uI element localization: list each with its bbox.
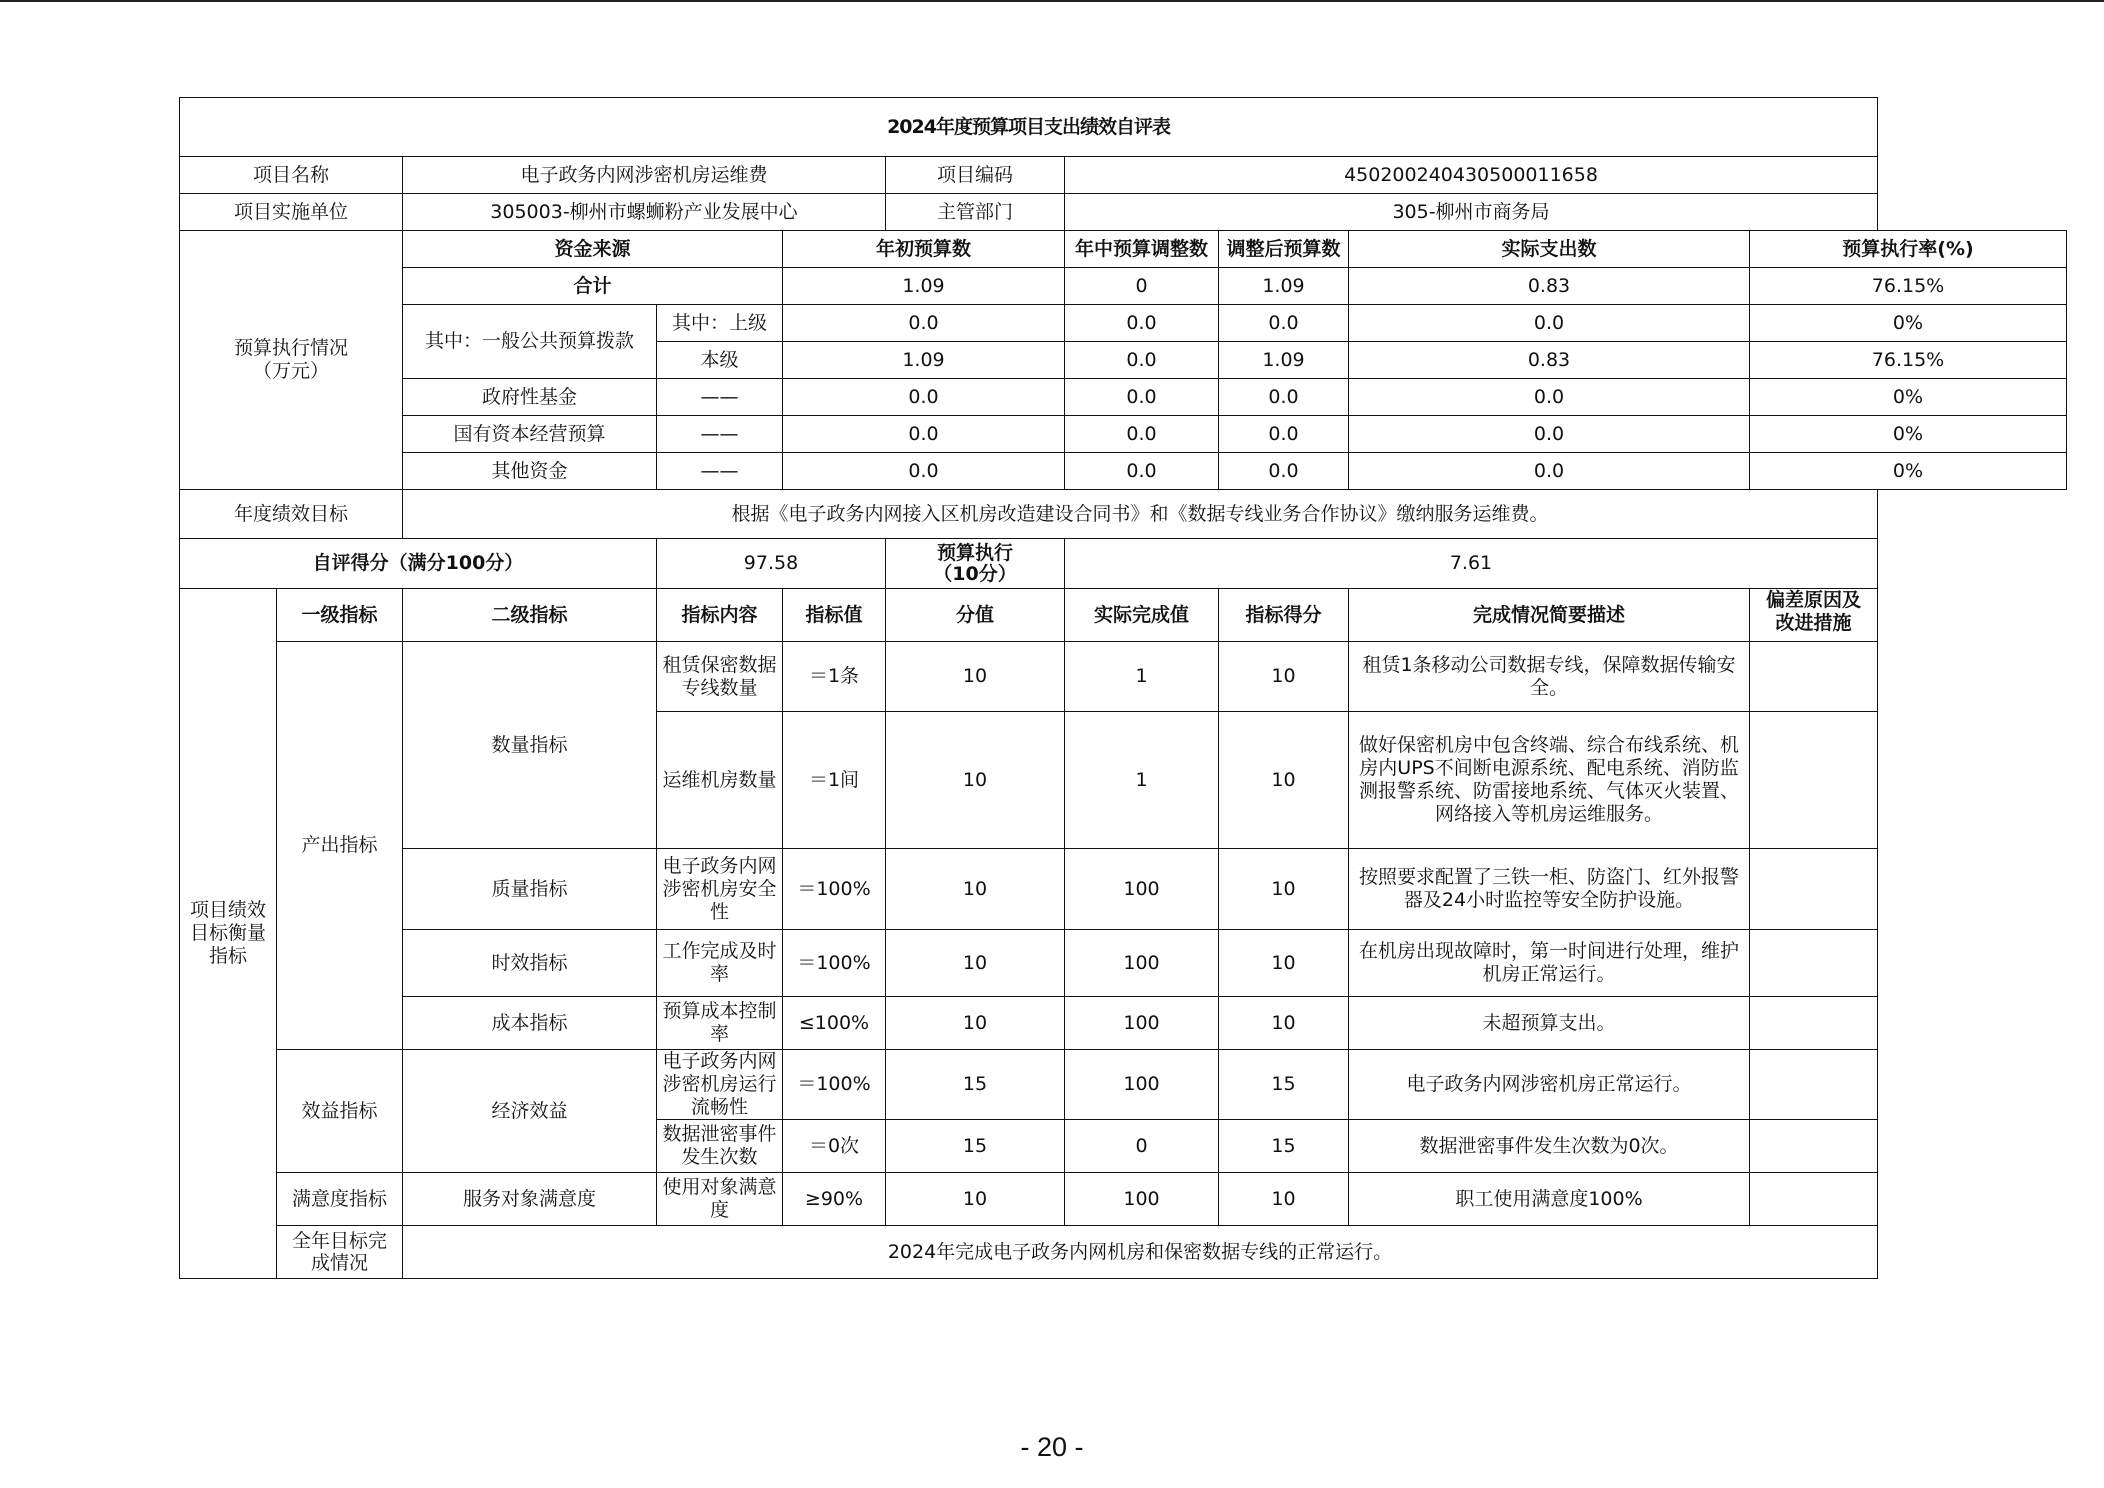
row-actual: 1 bbox=[1065, 712, 1219, 849]
self-score-label: 自评得分（满分100分） bbox=[180, 539, 657, 589]
table-row bbox=[180, 1173, 2067, 1226]
row-actual: 100 bbox=[1065, 1173, 1219, 1226]
row-score: 10 bbox=[886, 849, 1065, 930]
other-fund-adjusted: 0.0 bbox=[1219, 453, 1349, 490]
gov-fund-label: 政府性基金 bbox=[403, 379, 657, 416]
row-actual: 100 bbox=[1065, 930, 1219, 997]
other-fund-initial: 0.0 bbox=[783, 453, 1065, 490]
row-content: 预算成本控制率 bbox=[657, 997, 783, 1050]
row-reason bbox=[1750, 1173, 1878, 1226]
other-fund-label: 其他资金 bbox=[403, 453, 657, 490]
state-capital-adjust: 0.0 bbox=[1065, 416, 1219, 453]
total-initial: 1.09 bbox=[783, 268, 1065, 305]
row-got: 10 bbox=[1219, 1173, 1349, 1226]
budget-section-label: 预算执行情况 （万元） bbox=[180, 231, 403, 490]
state-capital-dash: —— bbox=[657, 416, 783, 453]
other-fund-adjust: 0.0 bbox=[1065, 453, 1219, 490]
table-title: 2024年度预算项目支出绩效自评表 bbox=[180, 98, 1878, 157]
upper-actual: 0.0 bbox=[1349, 305, 1750, 342]
economic-benefit-label: 经济效益 bbox=[403, 1050, 657, 1173]
local-actual: 0.83 bbox=[1349, 342, 1750, 379]
row-actual: 0 bbox=[1065, 1120, 1219, 1173]
row-score: 10 bbox=[886, 930, 1065, 997]
row-content: 电子政务内网涉密机房安全性 bbox=[657, 849, 783, 930]
row-got: 10 bbox=[1219, 849, 1349, 930]
general-budget-label: 其中：一般公共预算拨款 bbox=[403, 305, 657, 379]
gov-fund-rate: 0% bbox=[1750, 379, 2067, 416]
row-reason bbox=[1750, 1050, 1878, 1120]
local-initial: 1.09 bbox=[783, 342, 1065, 379]
upper-level-label: 其中：上级 bbox=[657, 305, 783, 342]
table-row bbox=[180, 930, 2067, 997]
total-adjust: 0 bbox=[1065, 268, 1219, 305]
completion-text: 2024年完成电子政务内网机房和保密数据专线的正常运行。 bbox=[403, 1226, 1878, 1279]
row-content: 工作完成及时率 bbox=[657, 930, 783, 997]
competent-dept-label: 主管部门 bbox=[886, 194, 1065, 231]
row-got: 10 bbox=[1219, 997, 1349, 1050]
quality-indicator-label: 质量指标 bbox=[403, 849, 657, 930]
output-indicator-label: 产出指标 bbox=[277, 642, 403, 1050]
header-score: 分值 bbox=[886, 589, 1065, 642]
header-actual: 实际完成值 bbox=[1065, 589, 1219, 642]
row-description: 在机房出现故障时，第一时间进行处理，维护机房正常运行。 bbox=[1349, 930, 1750, 997]
gov-fund-dash: —— bbox=[657, 379, 783, 416]
header-initial-budget: 年初预算数 bbox=[783, 231, 1065, 268]
indicator-section-label: 项目绩效 目标衡量 指标 bbox=[180, 589, 277, 1279]
header-midyear-adjust: 年中预算调整数 bbox=[1065, 231, 1219, 268]
cost-indicator-label: 成本指标 bbox=[403, 997, 657, 1050]
gov-fund-adjusted: 0.0 bbox=[1219, 379, 1349, 416]
state-capital-adjusted: 0.0 bbox=[1219, 416, 1349, 453]
budget-exec-score-value: 7.61 bbox=[1065, 539, 1878, 589]
project-name: 电子政务内网涉密机房运维费 bbox=[403, 157, 886, 194]
row-got: 15 bbox=[1219, 1050, 1349, 1120]
other-fund-dash: —— bbox=[657, 453, 783, 490]
other-fund-actual: 0.0 bbox=[1349, 453, 1750, 490]
row-content: 租赁保密数据专线数量 bbox=[657, 642, 783, 712]
table-row bbox=[180, 1050, 2067, 1120]
implementing-unit: 305003-柳州市螺蛳粉产业发展中心 bbox=[403, 194, 886, 231]
row-actual: 100 bbox=[1065, 1050, 1219, 1120]
row-score: 15 bbox=[886, 1120, 1065, 1173]
top-border-line bbox=[0, 0, 2104, 2]
row-reason bbox=[1750, 849, 1878, 930]
row-reason bbox=[1750, 1120, 1878, 1173]
other-fund-rate: 0% bbox=[1750, 453, 2067, 490]
state-capital-actual: 0.0 bbox=[1349, 416, 1750, 453]
header-target: 指标值 bbox=[783, 589, 886, 642]
local-adjust: 0.0 bbox=[1065, 342, 1219, 379]
upper-rate: 0% bbox=[1750, 305, 2067, 342]
table-row bbox=[180, 642, 2067, 712]
annual-goal-label: 年度绩效目标 bbox=[180, 490, 403, 539]
total-adjusted: 1.09 bbox=[1219, 268, 1349, 305]
row-content: 数据泄密事件发生次数 bbox=[657, 1120, 783, 1173]
header-fund-source: 资金来源 bbox=[403, 231, 783, 268]
row-description: 未超预算支出。 bbox=[1349, 997, 1750, 1050]
state-capital-initial: 0.0 bbox=[783, 416, 1065, 453]
row-reason bbox=[1750, 712, 1878, 849]
row-reason bbox=[1750, 930, 1878, 997]
implementing-unit-label: 项目实施单位 bbox=[180, 194, 403, 231]
row-target: ＝1条 bbox=[783, 642, 886, 712]
self-score-value: 97.58 bbox=[657, 539, 886, 589]
total-actual: 0.83 bbox=[1349, 268, 1750, 305]
row-reason bbox=[1750, 997, 1878, 1050]
header-adjusted-budget: 调整后预算数 bbox=[1219, 231, 1349, 268]
satisfaction-indicator-label: 满意度指标 bbox=[277, 1173, 403, 1226]
state-capital-rate: 0% bbox=[1750, 416, 2067, 453]
row-target: ＝100% bbox=[783, 849, 886, 930]
header-level1: 一级指标 bbox=[277, 589, 403, 642]
row-got: 15 bbox=[1219, 1120, 1349, 1173]
local-adjusted: 1.09 bbox=[1219, 342, 1349, 379]
competent-dept: 305-柳州市商务局 bbox=[1065, 194, 1878, 231]
header-description: 完成情况简要描述 bbox=[1349, 589, 1750, 642]
header-deviation-reason: 偏差原因及 改进措施 bbox=[1750, 589, 1878, 642]
annual-goal-text: 根据《电子政务内网接入区机房改造建设合同书》和《数据专线业务合作协议》缴纳服务运维费。 bbox=[403, 490, 1878, 539]
upper-initial: 0.0 bbox=[783, 305, 1065, 342]
row-got: 10 bbox=[1219, 712, 1349, 849]
row-actual: 1 bbox=[1065, 642, 1219, 712]
total-label: 合计 bbox=[403, 268, 783, 305]
row-actual: 100 bbox=[1065, 997, 1219, 1050]
row-content: 电子政务内网涉密机房运行流畅性 bbox=[657, 1050, 783, 1120]
row-description: 做好保密机房中包含终端、综合布线系统、机房内UPS不间断电源系统、配电系统、消防监测报警系统、防雷接地系统、气体灭火装置、网络接入等机房运维服务。 bbox=[1349, 712, 1750, 849]
upper-adjust: 0.0 bbox=[1065, 305, 1219, 342]
local-rate: 76.15% bbox=[1750, 342, 2067, 379]
project-name-label: 项目名称 bbox=[180, 157, 403, 194]
row-actual: 100 bbox=[1065, 849, 1219, 930]
benefit-indicator-label: 效益指标 bbox=[277, 1050, 403, 1173]
row-got: 10 bbox=[1219, 642, 1349, 712]
local-level-label: 本级 bbox=[657, 342, 783, 379]
row-content: 运维机房数量 bbox=[657, 712, 783, 849]
row-target: ＝1间 bbox=[783, 712, 886, 849]
table-row bbox=[180, 997, 2067, 1050]
table-row bbox=[180, 849, 2067, 930]
gov-fund-actual: 0.0 bbox=[1349, 379, 1750, 416]
row-target: ≤100% bbox=[783, 997, 886, 1050]
project-code: 450200240430500011658 bbox=[1065, 157, 1878, 194]
header-content: 指标内容 bbox=[657, 589, 783, 642]
performance-self-evaluation-table bbox=[179, 97, 2067, 1279]
header-level2: 二级指标 bbox=[403, 589, 657, 642]
state-capital-label: 国有资本经营预算 bbox=[403, 416, 657, 453]
row-target: ≥90% bbox=[783, 1173, 886, 1226]
row-description: 租赁1条移动公司数据专线，保障数据传输安全。 bbox=[1349, 642, 1750, 712]
row-target: ＝100% bbox=[783, 930, 886, 997]
total-rate: 76.15% bbox=[1750, 268, 2067, 305]
row-score: 10 bbox=[886, 997, 1065, 1050]
row-description: 按照要求配置了三铁一柜、防盗门、红外报警器及24小时监控等安全防护设施。 bbox=[1349, 849, 1750, 930]
timeliness-indicator-label: 时效指标 bbox=[403, 930, 657, 997]
row-score: 10 bbox=[886, 642, 1065, 712]
row-description: 数据泄密事件发生次数为0次。 bbox=[1349, 1120, 1750, 1173]
budget-exec-score-label: 预算执行 （10分） bbox=[886, 539, 1065, 589]
row-reason bbox=[1750, 642, 1878, 712]
row-target: ＝0次 bbox=[783, 1120, 886, 1173]
page-number: - 20 - bbox=[1020, 1432, 1084, 1462]
header-actual-spend: 实际支出数 bbox=[1349, 231, 1750, 268]
gov-fund-adjust: 0.0 bbox=[1065, 379, 1219, 416]
header-exec-rate: 预算执行率(%) bbox=[1750, 231, 2067, 268]
row-target: ＝100% bbox=[783, 1050, 886, 1120]
completion-label: 全年目标完 成情况 bbox=[277, 1226, 403, 1279]
row-score: 10 bbox=[886, 1173, 1065, 1226]
row-description: 电子政务内网涉密机房正常运行。 bbox=[1349, 1050, 1750, 1120]
row-description: 职工使用满意度100% bbox=[1349, 1173, 1750, 1226]
row-score: 10 bbox=[886, 712, 1065, 849]
upper-adjusted: 0.0 bbox=[1219, 305, 1349, 342]
row-got: 10 bbox=[1219, 930, 1349, 997]
project-code-label: 项目编码 bbox=[886, 157, 1065, 194]
gov-fund-initial: 0.0 bbox=[783, 379, 1065, 416]
header-got: 指标得分 bbox=[1219, 589, 1349, 642]
quantity-indicator-label: 数量指标 bbox=[403, 642, 657, 849]
row-score: 15 bbox=[886, 1050, 1065, 1120]
service-satisfaction-label: 服务对象满意度 bbox=[403, 1173, 657, 1226]
row-content: 使用对象满意度 bbox=[657, 1173, 783, 1226]
